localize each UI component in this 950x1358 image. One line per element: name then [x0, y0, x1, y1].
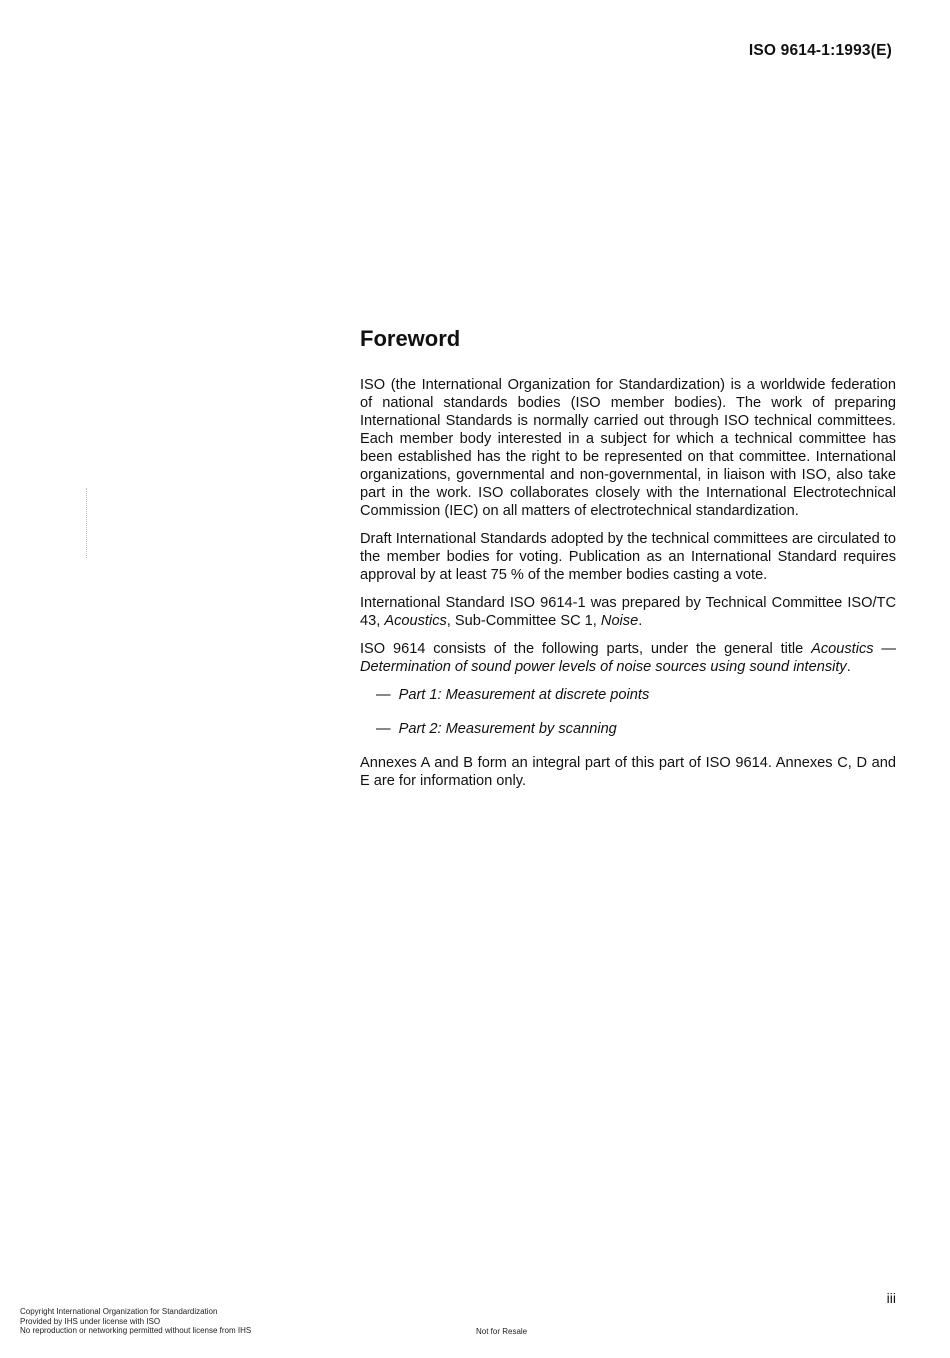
subcommittee-name: Noise: [600, 613, 639, 629]
not-for-resale-note: Not for Resale: [476, 1327, 528, 1336]
text-run: International Standard ISO 9614-1 was prepared by Technical Committee ISO/TC 43,: [360, 595, 896, 629]
list-item-part-1: [376, 686, 896, 704]
footer-line-2: Provided by IHS under license with ISO: [20, 1316, 161, 1326]
foreword-paragraph-5: Annexes A and B form an integral part of this part of ISO 9614. Annexes C, D and E are for information only.: [360, 755, 896, 789]
text-run: .: [638, 613, 643, 629]
foreword-paragraph-2: Draft International Standards adopted by the technical committees are circulated to the member bodies for voting. Publication as an International Standard requires approval by at least 75 % of the member bodies casting a vote.: [360, 531, 896, 583]
part-1-title: Part 1: Measurement at discrete points: [398, 687, 650, 703]
foreword-paragraph-3: [360, 594, 896, 630]
foreword-paragraph-4: [360, 640, 896, 676]
committee-name: Acoustics: [384, 613, 447, 629]
foreword-section: [360, 326, 896, 800]
text-run: , Sub-Committee SC 1,: [446, 613, 601, 629]
text-run: ISO 9614 consists of the following parts, under the general title: [360, 641, 812, 657]
footer-line-3: No reproduction or networking permitted without license from IHS: [20, 1326, 252, 1335]
dash: —: [376, 721, 391, 737]
page-title: Foreword: [360, 326, 461, 351]
foreword-paragraph-1: ISO (the International Organization for Standardization) is a worldwide federation of national standards bodies (ISO member bodies). The work of preparing International Standards is normally carried out through ISO technical committees. Each member body interested in a subject for which a technical committee has been established has the right to be represented on that committee. International organizations, governmental and non-governmental, in liaison with ISO, also take part in the work. ISO collaborates closely with the International Electrotechnical Commission (IEC) on all matters of electrotechnical standardization.: [360, 377, 896, 519]
footer-line-1: Copyright International Organization for Standardization: [20, 1307, 218, 1316]
copyright-footer: [20, 1307, 251, 1336]
document-code: ISO 9614-1:1993(E): [748, 42, 892, 59]
general-title: Acoustics — Determination of sound power levels of noise sources using sound intensity: [360, 641, 896, 675]
list-item-part-2: [376, 720, 896, 738]
part-2-title: Part 2: Measurement by scanning: [398, 721, 617, 737]
scan-margin-mark: [86, 488, 88, 558]
dash: —: [376, 687, 391, 703]
text-run: .: [846, 659, 851, 675]
page-number: iii: [886, 1290, 896, 1306]
